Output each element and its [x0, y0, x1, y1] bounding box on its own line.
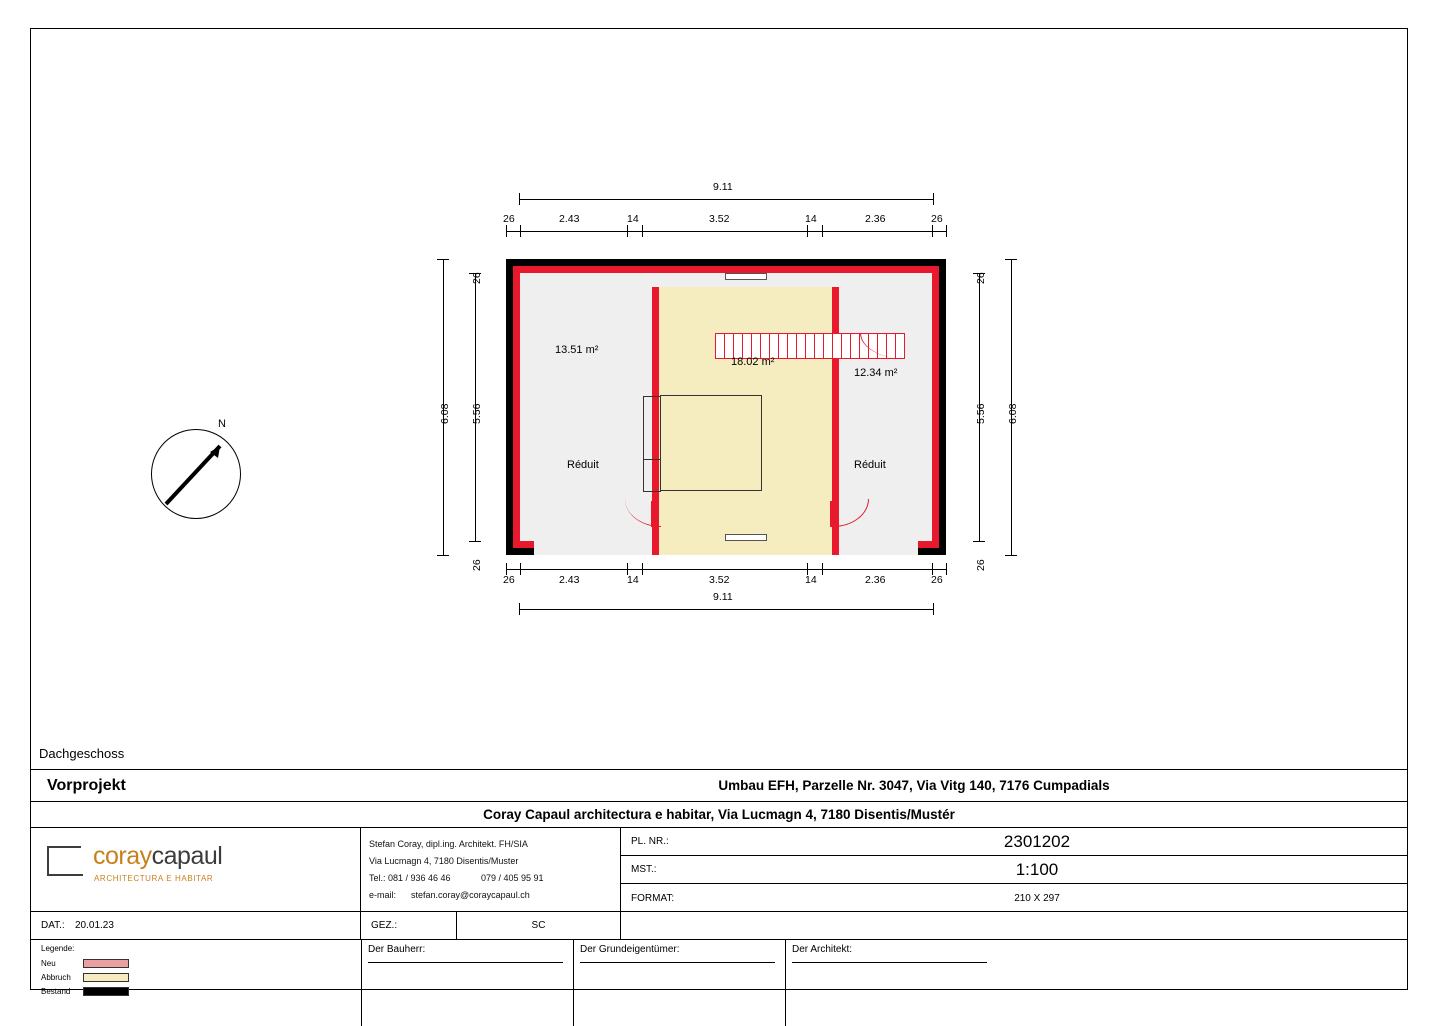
- format-label: FORMAT:: [631, 892, 675, 904]
- dim-tick: [933, 603, 934, 615]
- window-opening-top: [725, 273, 767, 280]
- area-label-middle: 18.02 m²: [731, 356, 775, 368]
- dim-top-overall: 9.11: [713, 181, 733, 193]
- date-value: 20.01.23: [75, 920, 114, 931]
- dim-right-bottom-small: 26: [975, 559, 987, 571]
- north-needle-icon: [158, 438, 234, 510]
- area-label-left: 13.51 m²: [555, 344, 599, 356]
- logo-bracket-icon: [47, 846, 81, 876]
- drawing-sheet: [30, 28, 1408, 996]
- north-label: N: [218, 418, 226, 430]
- signature-architekt[interactable]: [785, 940, 997, 1026]
- legend-item: [41, 956, 361, 970]
- dim-tick: [946, 563, 947, 575]
- logo-subtitle: ARCHITECTURA E HABITAR: [94, 874, 214, 883]
- dim-top-5: 14: [805, 213, 817, 225]
- dim-bottom-3: 14: [627, 574, 639, 586]
- dim-tick: [469, 541, 481, 542]
- door-right: [825, 487, 865, 527]
- dim-bottom-1: 26: [503, 574, 515, 586]
- email-value: stefan.coray@coraycapaul.ch: [411, 890, 530, 900]
- title-block: [31, 769, 1407, 1026]
- dim-right-inner: 5.56: [975, 403, 987, 424]
- architect-lines: [369, 836, 544, 904]
- dim-tick: [627, 225, 628, 237]
- legend-item: [41, 984, 361, 998]
- scale-label: MST.:: [631, 864, 657, 875]
- plan-number-label: PL. NR.:: [631, 836, 669, 847]
- plan-number-value: 2301202: [1003, 831, 1071, 851]
- drawing-area: [31, 29, 1407, 761]
- dim-tick: [437, 259, 449, 260]
- dim-bottom-7: 26: [931, 574, 943, 586]
- legend-title: Legende:: [41, 944, 75, 953]
- architect-phones: [369, 870, 544, 887]
- dim-tick: [807, 225, 808, 237]
- dim-bottom-4: 3.52: [709, 574, 730, 586]
- dim-bottom-5: 14: [805, 574, 817, 586]
- dim-top-4: 3.52: [709, 213, 730, 225]
- dim-top-7: 26: [931, 213, 943, 225]
- architect-email-row: [369, 887, 544, 904]
- dim-tick: [822, 225, 823, 237]
- central-fixture: [660, 395, 762, 491]
- date-row: [31, 912, 1407, 940]
- signature-line: [368, 962, 563, 963]
- dim-tick: [520, 563, 521, 575]
- drawn-by-value: SC: [457, 912, 621, 939]
- dim-tick: [642, 563, 643, 575]
- project-stage: Vorprojekt: [47, 776, 126, 794]
- date-label: DAT.:: [41, 920, 65, 931]
- legend-label-bestand: Bestand: [41, 986, 71, 996]
- room-name-left: Réduit: [567, 459, 599, 471]
- architect-name: Stefan Coray, dipl.ing. Architekt. FH/SIA: [369, 839, 528, 849]
- dim-top-overall-line: [519, 199, 933, 200]
- door-leaf: [651, 501, 656, 527]
- interior-lining-neu: [513, 266, 939, 548]
- dim-bottom-overall: 9.11: [713, 591, 733, 603]
- dim-tick: [519, 193, 520, 205]
- signature-line: [580, 962, 775, 963]
- dim-tick: [506, 225, 507, 237]
- date-cell: [31, 912, 361, 939]
- dim-left-inner: 5.56: [471, 403, 483, 424]
- logo-word-1: coray: [93, 842, 152, 870]
- email-label: e-mail:: [369, 890, 397, 900]
- architect-tel-2: 079 / 405 95 91: [481, 873, 544, 883]
- floor-label: Dachgeschoss: [39, 746, 125, 761]
- door-leaf: [830, 501, 835, 527]
- dim-top-chain-line: [506, 231, 946, 232]
- dim-top-3: 14: [627, 213, 639, 225]
- legend: [31, 940, 361, 1026]
- dim-tick: [933, 193, 934, 205]
- plan-number-row: [621, 828, 1407, 856]
- signature-grundeigentuemer[interactable]: [573, 940, 785, 1026]
- legend-item: [41, 970, 361, 984]
- legend-label-abbruch: Abbruch: [41, 972, 71, 982]
- scale-row: [621, 856, 1407, 884]
- dim-tick: [437, 555, 449, 556]
- room-name-right: Réduit: [854, 459, 886, 471]
- dim-tick: [822, 563, 823, 575]
- architect-tel: Tel.: 081 / 936 46 46: [369, 873, 451, 883]
- dim-left-bottom-small: 26: [471, 559, 483, 571]
- legend-signature-row: [31, 940, 1407, 1026]
- format-row: [621, 884, 1407, 912]
- dim-tick: [1005, 555, 1017, 556]
- plan-meta: [621, 828, 1407, 911]
- dim-bottom-overall-line: [519, 609, 933, 610]
- legend-swatch-neu: [83, 959, 129, 968]
- north-arrow: [151, 418, 241, 519]
- office-line: Coray Capaul architectura e habitar, Via Lucmagn 4, 7180 Disentis/Mustér: [31, 802, 1407, 828]
- signature-label-grundeigentuemer: Der Grundeigentümer:: [580, 944, 680, 955]
- dim-left-top-small: 26: [471, 272, 483, 284]
- legend-swatch-abbruch: [83, 973, 129, 982]
- signature-label-architekt: Der Architekt:: [792, 944, 853, 955]
- dim-tick: [519, 603, 520, 615]
- title-main-row: [31, 828, 1407, 912]
- title-row-project: [31, 770, 1407, 802]
- window-opening-bottom: [725, 534, 767, 541]
- door-swing: [833, 499, 869, 527]
- exterior-wall-bestand: [506, 259, 946, 555]
- signature-line: [792, 962, 987, 963]
- signature-label-bauherr: Der Bauherr:: [368, 944, 426, 955]
- dim-tick: [520, 225, 521, 237]
- legend-swatch-bestand: [83, 987, 129, 996]
- format-value: 210 X 297: [1014, 892, 1060, 904]
- scale-value: 1:100: [1015, 859, 1059, 879]
- dim-tick: [946, 225, 947, 237]
- dim-top-6: 2.36: [865, 213, 886, 225]
- area-label-right: 12.34 m²: [854, 367, 898, 379]
- legend-label-neu: Neu: [41, 958, 56, 968]
- dim-left-outer: 6.08: [439, 403, 451, 424]
- dim-top-1: 26: [503, 213, 515, 225]
- blank-cell: [621, 912, 622, 939]
- company-logo: [31, 828, 361, 911]
- door-left: [625, 487, 665, 527]
- dim-right-top-small: 26: [975, 272, 987, 284]
- dim-bottom-6: 2.36: [865, 574, 886, 586]
- drawn-by-label: GEZ.:: [361, 912, 457, 939]
- floor-plan: [431, 149, 1031, 639]
- signature-bauherr[interactable]: [361, 940, 573, 1026]
- dim-tick: [642, 225, 643, 237]
- dim-bottom-2: 2.43: [559, 574, 580, 586]
- project-title: Umbau EFH, Parzelle Nr. 3047, Via Vitg 140, 7176 Cumpadials: [718, 778, 1110, 793]
- dim-right-outer: 6.08: [1007, 403, 1019, 424]
- dim-tick: [932, 225, 933, 237]
- dim-tick: [973, 541, 985, 542]
- architect-address: Via Lucmagn 4, 7180 Disentis/Muster: [369, 856, 519, 866]
- logo-word-2: capaul: [151, 842, 223, 870]
- dim-tick: [1005, 259, 1017, 260]
- dim-bottom-chain-line: [506, 569, 946, 570]
- dim-top-2: 2.43: [559, 213, 580, 225]
- logo-wordmark: [93, 842, 222, 871]
- architect-contact: [361, 828, 621, 911]
